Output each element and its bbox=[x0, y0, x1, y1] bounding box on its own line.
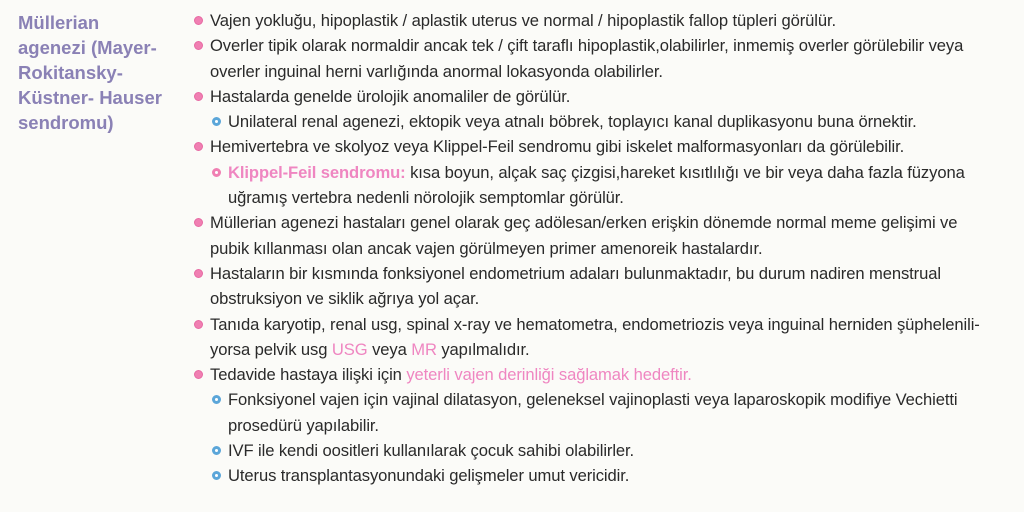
bullet-item bbox=[192, 134, 1018, 159]
bullet-text bbox=[210, 337, 1018, 362]
blue-bullet-icon bbox=[212, 471, 221, 480]
pink-bullet-icon bbox=[194, 320, 203, 329]
section-title-line: Müllerian bbox=[18, 12, 100, 33]
pink-bullet-icon bbox=[194, 92, 203, 101]
sub-bullet-item bbox=[192, 387, 1018, 438]
bullet-text: Uterus transplantasyonundaki gelişmeler umut vericidir. bbox=[228, 466, 630, 486]
pink-bullet-icon bbox=[194, 269, 203, 278]
section-title-line: agenezi (Mayer- bbox=[18, 37, 157, 58]
pink-bullet-icon bbox=[194, 16, 203, 25]
bullet-text: Hastaların bir kısmında fonksiyonel endometrium adaları bulunmaktadır, bu durum nadiren menstrual bbox=[210, 263, 941, 283]
bullet-text-part: yorsa pelvik usg bbox=[210, 339, 332, 359]
pink-bullet-icon bbox=[194, 142, 203, 151]
bullet-text: Vajen yokluğu, hipoplastik / aplastik uterus ve normal / hipoplastik fallop tüpleri görülür. bbox=[210, 11, 837, 30]
bullet-text: uğramış vertebra nedenli nörolojik semptomlar görülür. bbox=[228, 188, 624, 208]
bullet-text bbox=[228, 160, 1018, 185]
pink-bullet-icon bbox=[194, 218, 203, 227]
pink-ring-bullet-icon bbox=[212, 168, 221, 177]
section-title-line: sendromu) bbox=[18, 112, 114, 133]
bullet-text-part: yapılmalıdır. bbox=[436, 339, 530, 359]
bullet-item bbox=[192, 210, 1018, 261]
bullet-item bbox=[192, 8, 1018, 33]
bullet-text: pubik kıllanması olan ancak vajen görülmeyen primer amenoreik hastalardır. bbox=[210, 238, 763, 258]
section-title-line: Rokitansky- bbox=[18, 62, 123, 83]
bullet-text: obstruksiyon ve siklik ağrıya yol açar. bbox=[210, 289, 480, 309]
bullet-text: Hastalarda genelde ürolojik anomaliler de görülür. bbox=[210, 86, 571, 106]
bullet-text: overler inguinal herni varlığında anormal lokasyonda olabilirler. bbox=[210, 61, 663, 81]
highlight-text: yeterli vajen derinliği sağlamak hedeftir. bbox=[406, 365, 692, 385]
highlight-text: USG bbox=[331, 339, 368, 359]
highlight-label: Klippel-Feil sendromu: bbox=[228, 162, 406, 182]
bullet-item bbox=[192, 84, 1018, 109]
bullet-item bbox=[192, 261, 1018, 312]
bullet-text: prosedürü yapılabilir. bbox=[228, 415, 379, 435]
sub-bullet-item bbox=[192, 463, 1018, 488]
sub-bullet-item bbox=[192, 438, 1018, 463]
pink-bullet-icon bbox=[194, 370, 203, 379]
highlight-text: MR bbox=[411, 339, 437, 359]
section-title-line: Küstner- Hauser bbox=[18, 87, 162, 108]
bullet-list bbox=[192, 8, 1018, 489]
sub-bullet-item bbox=[192, 160, 1018, 211]
bullet-text: Tanıda karyotip, renal usg, spinal x-ray ve hematometra, endometriozis veya inguinal herniden şüphelenili- bbox=[210, 314, 980, 334]
bullet-text: Fonksiyonel vajen için vajinal dilatasyon, geleneksel vajinoplasti veya laparoskopik modifiye Vechietti bbox=[228, 390, 958, 410]
bullet-text: Hemivertebra ve skolyoz veya Klippel-Feil sendromu gibi iskelet malformasyonları da görülebilir. bbox=[210, 137, 905, 157]
blue-bullet-icon bbox=[212, 446, 221, 455]
bullet-item bbox=[192, 362, 1018, 387]
bullet-text: Müllerian agenezi hastaları genel olarak geç adölesan/erken erişkin dönemde normal meme gelişimi ve bbox=[210, 213, 958, 233]
bullet-text: IVF ile kendi oositleri kullanılarak çocuk sahibi olabilirler. bbox=[228, 441, 635, 461]
bullet-text-part: kısa boyun, alçak saç çizgisi,hareket kısıtlılığı ve bir veya daha fazla füzyona bbox=[405, 162, 965, 182]
sub-bullet-item bbox=[192, 109, 1018, 134]
bullet-text-part: veya bbox=[367, 339, 412, 359]
bullet-text bbox=[210, 362, 1018, 387]
bullet-text-part: Tedavide hastaya ilişki için bbox=[210, 365, 407, 385]
pink-bullet-icon bbox=[194, 41, 203, 50]
blue-bullet-icon bbox=[212, 117, 221, 126]
bullet-item bbox=[192, 312, 1018, 363]
bullet-text: Unilateral renal agenezi, ektopik veya atnalı böbrek, toplayıcı kanal duplikasyonu buna örnektir. bbox=[228, 112, 917, 132]
bullet-item bbox=[192, 33, 1018, 84]
section-title bbox=[18, 10, 168, 135]
blue-bullet-icon bbox=[212, 395, 221, 404]
bullet-text: Overler tipik olarak normaldir ancak tek / çift taraflı hipoplastik,olabilirler, inmemiş overler görülebilir veya bbox=[210, 36, 964, 56]
